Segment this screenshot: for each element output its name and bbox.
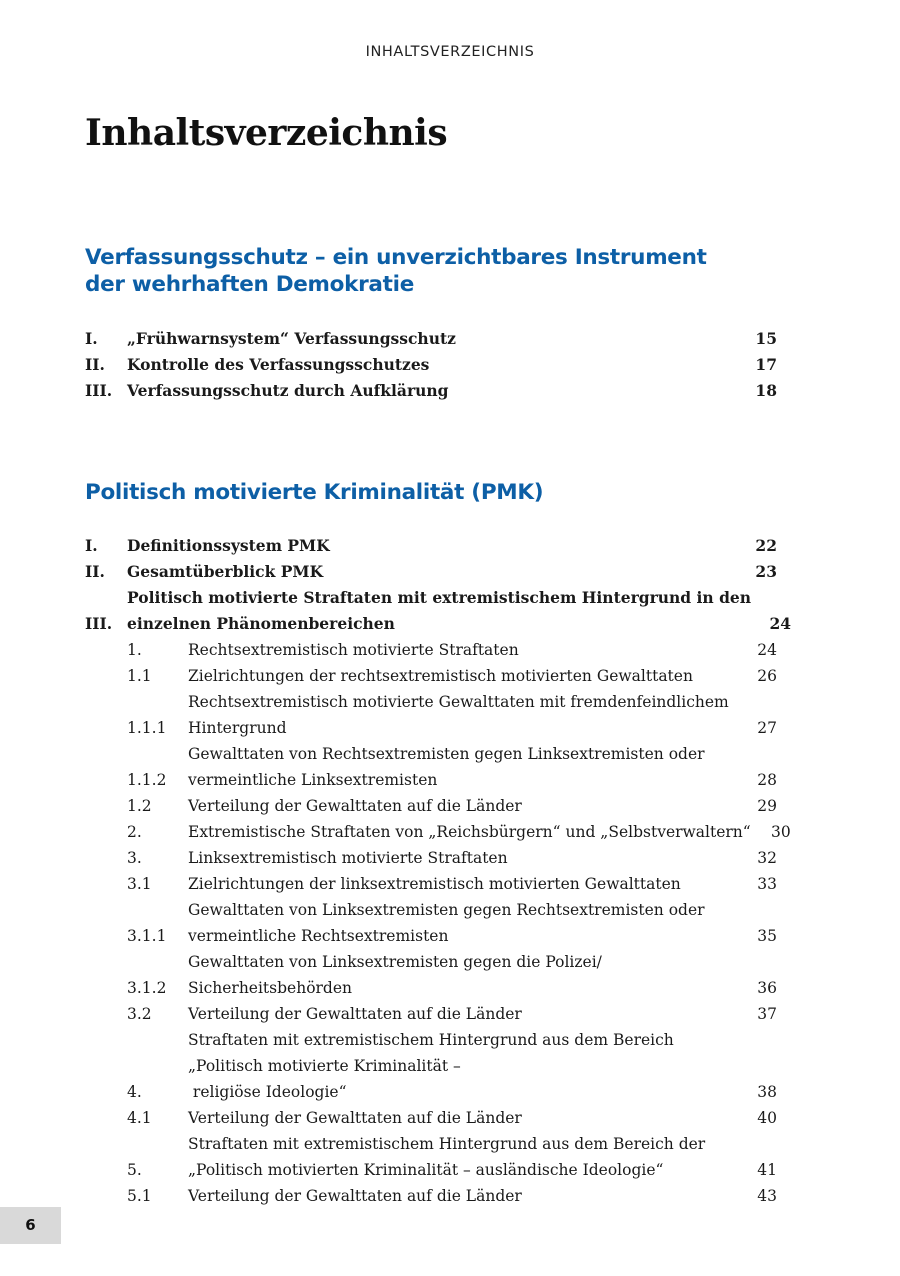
toc-entry[interactable] <box>85 326 777 352</box>
toc-entry[interactable] <box>85 559 777 585</box>
toc-entry-title-line: Verfassungsschutz durch Aufklärung <box>127 381 449 400</box>
toc-entry-title <box>188 1001 737 1027</box>
toc-entry-number: 3.1.1 <box>127 927 167 945</box>
toc-entry-title <box>188 741 737 793</box>
toc-entry-title <box>188 897 737 949</box>
toc-entry[interactable] <box>85 352 777 378</box>
toc-entry-page: 15 <box>755 329 777 348</box>
toc-entry-title-line: Sicherheitsbehörden <box>188 979 353 997</box>
toc-entry-page: 36 <box>757 979 777 997</box>
toc-entry-title-line: Verteilung der Gewalttaten auf die Länder <box>188 1109 522 1127</box>
toc-entry-title-line: Gesamtüberblick PMK <box>127 562 324 581</box>
toc-entry[interactable] <box>85 897 777 949</box>
toc-entry-title-line: Rechtsextremistisch motivierte Straftaten <box>188 641 519 659</box>
toc-entry-page: 28 <box>757 771 777 789</box>
toc-entry-title-line: Verteilung der Gewalttaten auf die Länder <box>188 797 522 815</box>
toc-entry-number: 1. <box>127 641 142 659</box>
toc-entry-title-line: „Politisch motivierten Kriminalität – ausländische Ideologie“ <box>188 1161 664 1179</box>
toc-entry[interactable] <box>85 637 777 663</box>
toc-entry[interactable] <box>85 585 792 637</box>
toc-entry-title <box>188 819 751 845</box>
toc-entry-title-line: religiöse Ideologie“ <box>188 1083 347 1101</box>
toc-entry-page: 22 <box>755 536 777 555</box>
toc-entry-title-line: vermeintliche Linksextremisten <box>188 771 438 789</box>
toc-entry-number: 1.1.2 <box>127 771 167 789</box>
toc-entry-title <box>127 352 737 378</box>
toc-entry-title-line: vermeintliche Rechtsextremisten <box>188 927 449 945</box>
toc-entry-title <box>188 1131 737 1183</box>
toc-entry-page: 24 <box>757 641 777 659</box>
toc-entry-title <box>188 689 737 741</box>
toc-entry-title <box>188 663 737 689</box>
toc-entry-page: 18 <box>755 381 777 400</box>
page-number: 6 <box>0 1207 61 1244</box>
toc-entry-title <box>188 845 737 871</box>
heading-line: Politisch motivierte Kriminalität (PMK) <box>85 480 544 505</box>
toc-entry-title-line: Zielrichtungen der rechtsextremistisch motivierten Gewalttaten <box>188 667 693 685</box>
toc-entry-number: I. <box>85 536 98 555</box>
toc-entry-title-line: Extremistische Straftaten von „Reichsbürgern“ und „Selbstverwaltern“ <box>188 823 751 841</box>
toc-entry-title-line: Verteilung der Gewalttaten auf die Länder <box>188 1005 522 1023</box>
toc-entry[interactable] <box>85 1001 777 1027</box>
toc-entry[interactable] <box>85 741 777 793</box>
toc-entry-title-line: Hintergrund <box>188 719 287 737</box>
toc-entry-title-line: Rechtsextremistisch motivierte Gewalttaten mit fremdenfeindlichem <box>188 693 729 711</box>
toc-entry-number: 3. <box>127 849 142 867</box>
toc-entry-number: 1.1.1 <box>127 719 167 737</box>
toc-entry[interactable] <box>85 845 777 871</box>
toc-entry-page: 32 <box>757 849 777 867</box>
toc-entry-number: 1.1 <box>127 667 152 685</box>
toc-entry[interactable] <box>85 689 777 741</box>
toc-entry-title <box>188 1027 737 1105</box>
toc-entry-page: 35 <box>757 927 777 945</box>
toc-entry-page: 38 <box>757 1083 777 1101</box>
toc-entry[interactable] <box>85 378 777 404</box>
toc-entry-title <box>127 378 737 404</box>
toc-entry-number: 3.1.2 <box>127 979 167 997</box>
toc-entry-number: II. <box>85 355 105 374</box>
toc-entry-title-line: einzelnen Phänomenbereichen <box>127 614 395 633</box>
toc-entry-title-line: „Politisch motivierte Kriminalität – <box>188 1057 461 1075</box>
toc-entry-title <box>188 793 737 819</box>
toc-entry-title-line: Straftaten mit extremistischem Hintergrund aus dem Bereich <box>188 1031 674 1049</box>
toc-entry-title <box>127 326 737 352</box>
toc-entry-title <box>127 559 737 585</box>
toc-entry-title <box>188 871 737 897</box>
toc-entry-title <box>188 1183 737 1209</box>
toc-entry[interactable] <box>85 819 791 845</box>
toc-entry-page: 27 <box>757 719 777 737</box>
toc-entry[interactable] <box>85 663 777 689</box>
toc-entry-title-line: Definitionssystem PMK <box>127 536 330 555</box>
toc-entry-title-line: Verteilung der Gewalttaten auf die Länder <box>188 1187 522 1205</box>
toc-entry-title <box>188 949 737 1001</box>
toc-entry-number: 4. <box>127 1083 142 1101</box>
section-heading-verfassungsschutz <box>85 244 707 298</box>
toc-entry[interactable] <box>85 1183 777 1209</box>
toc-entry-title <box>127 533 737 559</box>
toc-entry-page: 29 <box>757 797 777 815</box>
page-title: Inhaltsverzeichnis <box>85 112 448 154</box>
toc-entry[interactable] <box>85 1027 777 1105</box>
heading-line: Verfassungsschutz – ein unverzichtbares Instrument <box>85 245 707 270</box>
toc-list-pmk <box>85 533 792 1209</box>
section-heading-pmk <box>85 479 543 506</box>
toc-entry-title <box>127 585 751 637</box>
toc-entry-title-line: Politisch motivierte Straftaten mit extremistischem Hintergrund in den <box>127 588 752 607</box>
toc-entry-title <box>188 1105 737 1131</box>
toc-entry-title-line: Kontrolle des Verfassungsschutzes <box>127 355 430 374</box>
toc-entry-page: 17 <box>755 355 777 374</box>
toc-entry-number: III. <box>85 381 113 400</box>
toc-entry-number: 2. <box>127 823 142 841</box>
toc-entry[interactable] <box>85 871 777 897</box>
toc-entry-page: 37 <box>757 1005 777 1023</box>
toc-entry-title-line: Gewalttaten von Linksextremisten gegen Rechtsextremisten oder <box>188 901 705 919</box>
toc-entry-number: 1.2 <box>127 797 152 815</box>
toc-entry-page: 33 <box>757 875 777 893</box>
toc-entry[interactable] <box>85 949 777 1001</box>
toc-entry-number: III. <box>85 614 113 633</box>
toc-entry-title-line: Linksextremistisch motivierte Straftaten <box>188 849 508 867</box>
toc-entry-number: I. <box>85 329 98 348</box>
toc-entry-page: 26 <box>757 667 777 685</box>
toc-entry-title-line: „Frühwarnsystem“ Verfassungsschutz <box>127 329 456 348</box>
heading-line: der wehrhaften Demokratie <box>85 272 414 297</box>
toc-entry-title-line: Zielrichtungen der linksextremistisch motivierten Gewalttaten <box>188 875 681 893</box>
toc-entry-page: 41 <box>757 1161 777 1179</box>
toc-entry-number: 3.2 <box>127 1005 152 1023</box>
toc-entry[interactable] <box>85 1105 777 1131</box>
toc-list-verfassungsschutz <box>85 326 777 404</box>
toc-entry-number: 5.1 <box>127 1187 152 1205</box>
toc-entry-number: II. <box>85 562 105 581</box>
toc-entry-page: 23 <box>755 562 777 581</box>
toc-entry-title-line: Straftaten mit extremistischem Hintergrund aus dem Bereich der <box>188 1135 706 1153</box>
toc-entry-title-line: Gewalttaten von Rechtsextremisten gegen Linksextremisten oder <box>188 745 705 763</box>
toc-entry-page: 24 <box>769 614 792 633</box>
toc-entry-number: 5. <box>127 1161 142 1179</box>
toc-entry-number: 3.1 <box>127 875 152 893</box>
toc-entry[interactable] <box>85 793 777 819</box>
toc-entry[interactable] <box>85 533 777 559</box>
toc-entry-page: 40 <box>757 1109 777 1127</box>
running-header: INHALTSVERZEICHNIS <box>365 44 535 60</box>
toc-entry-title-line: Gewalttaten von Linksextremisten gegen die Polizei/ <box>188 953 602 971</box>
toc-entry-title <box>188 637 737 663</box>
toc-entry-page: 30 <box>770 823 791 841</box>
toc-entry-page: 43 <box>757 1187 777 1205</box>
toc-entry-number: 4.1 <box>127 1109 152 1127</box>
toc-entry[interactable] <box>85 1131 777 1183</box>
